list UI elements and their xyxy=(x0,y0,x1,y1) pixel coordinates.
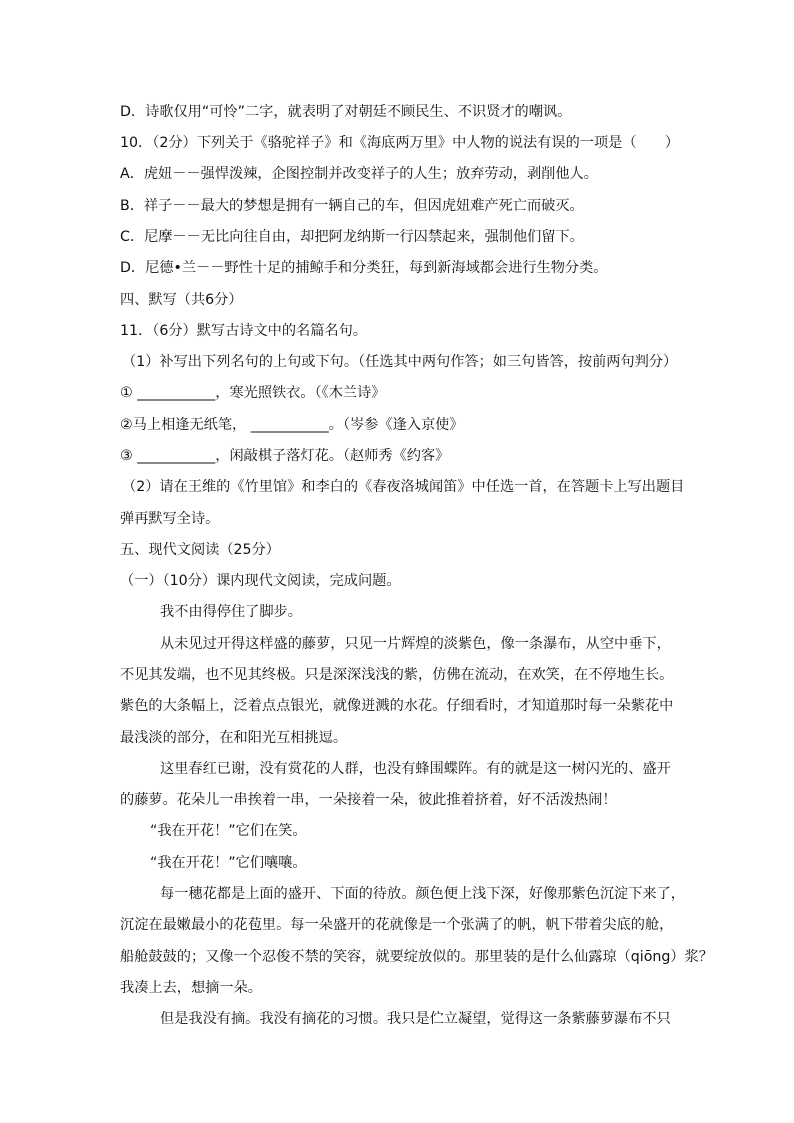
question-11-part2-cont: 弹再默写全诗。 xyxy=(120,511,220,527)
question-11-stem: 11．（6分）默写古诗文中的名篇名句。 xyxy=(120,323,367,339)
passage-paragraph-4-line1: 每一穗花都是上面的盛开、下面的待放。颜色便上浅下深，好像那紫色沉淀下来了， xyxy=(160,886,685,902)
passage-quote-1: “我在开花！”它们在笑。 xyxy=(150,823,307,839)
passage-paragraph-2-line3: 紫色的大条幅上，泛着点点银光，就像迸溅的水花。仔细看时，才知道那时每一朵紫花中 xyxy=(120,698,674,714)
passage-paragraph-5-line1: 但是我没有摘。我没有摘花的习惯。我只是伫立凝望，觉得这一条紫藤萝瀑布不只 xyxy=(160,1011,671,1027)
section-heading-reading: 五、现代文阅读（25分） xyxy=(120,542,280,558)
question-11-part2: （2）请在王维的《竹里馆》和李白的《春夜洛城闻笛》中任选一首，在答题卡上写出题目 xyxy=(122,479,685,495)
section-heading-dictation: 四、默写（共6分） xyxy=(120,292,243,308)
option-a-q10: A．虎妞－－强悍泼辣，企图控制并改变祥子的人生；放弃劳动，剥削他人。 xyxy=(120,166,598,182)
question-11-part1-instructions: （1）补写出下列名句的上句或下句。（任选其中两句作答；如三句皆答，按前两句判分） xyxy=(122,354,678,370)
passage-paragraph-4-line4: 我凑上去，想摘一朵。 xyxy=(120,980,262,996)
passage-paragraph-3-line1: 这里春红已谢，没有赏花的人群，也没有蜂围蝶阵。有的就是这一树闪光的、盛开 xyxy=(160,761,671,777)
passage-paragraph-1: 我不由得停住了脚步。 xyxy=(160,604,302,620)
option-d-q9: D．诗歌仅用“可怜”二字，就表明了对朝廷不顾民生、不识贤才的嘲讽。 xyxy=(120,104,572,120)
passage-paragraph-2-line1: 从未见过开得这样盛的藤萝，只见一片辉煌的淡紫色，像一条瀑布，从空中垂下， xyxy=(160,636,671,652)
fill-blank-1: ① ___________，寒光照铁衣。（《木兰诗》 xyxy=(120,385,386,401)
passage-paragraph-4-line3: 船舱鼓鼓的；又像一个忍俊不禁的笑容，就要绽放似的。那里装的是什么仙露琼（qiōng）浆？ xyxy=(120,949,713,965)
passage-paragraph-3-line2: 的藤萝。花朵儿一串挨着一串，一朵接着一朵，彼此推着挤着，好不活泼热闹！ xyxy=(120,792,617,808)
option-c-q10: C．尼摩－－无比向往自由，却把阿龙纳斯一行囚禁起来，强制他们留下。 xyxy=(120,229,584,245)
passage-paragraph-2-line2: 不见其发端，也不见其终极。只是深深浅浅的紫，仿佛在流动，在欢笑，在不停地生长。 xyxy=(120,667,674,683)
passage-paragraph-4-line2: 沉淀在最嫩最小的花苞里。每一朵盛开的花就像是一个张满了的帆，帆下带着尖底的舱， xyxy=(120,917,674,933)
fill-blank-2: ②马上相逢无纸笔， ___________。（岑参《逢入京使》 xyxy=(120,417,464,433)
passage-paragraph-2-line4: 最浅淡的部分，在和阳光互相挑逗。 xyxy=(120,730,348,746)
reading-part1-heading: （一）（10分）课内现代文阅读，完成问题。 xyxy=(120,573,401,589)
question-10-stem: 10．（2分）下列关于《骆驼祥子》和《海底两万里》中人物的说法有误的一项是（ ） xyxy=(120,135,680,151)
fill-blank-3: ③ ___________，闲敲棋子落灯花。（赵师秀《约客》 xyxy=(120,448,450,464)
option-d-q10: D．尼德•兰－－野性十足的捕鲸手和分类狂，每到新海域都会进行生物分类。 xyxy=(120,260,608,276)
option-b-q10: B．祥子－－最大的梦想是拥有一辆自己的车，但因虎妞难产死亡而破灭。 xyxy=(120,198,584,214)
passage-quote-2: “我在开花！”它们嚷嚷。 xyxy=(150,855,307,871)
